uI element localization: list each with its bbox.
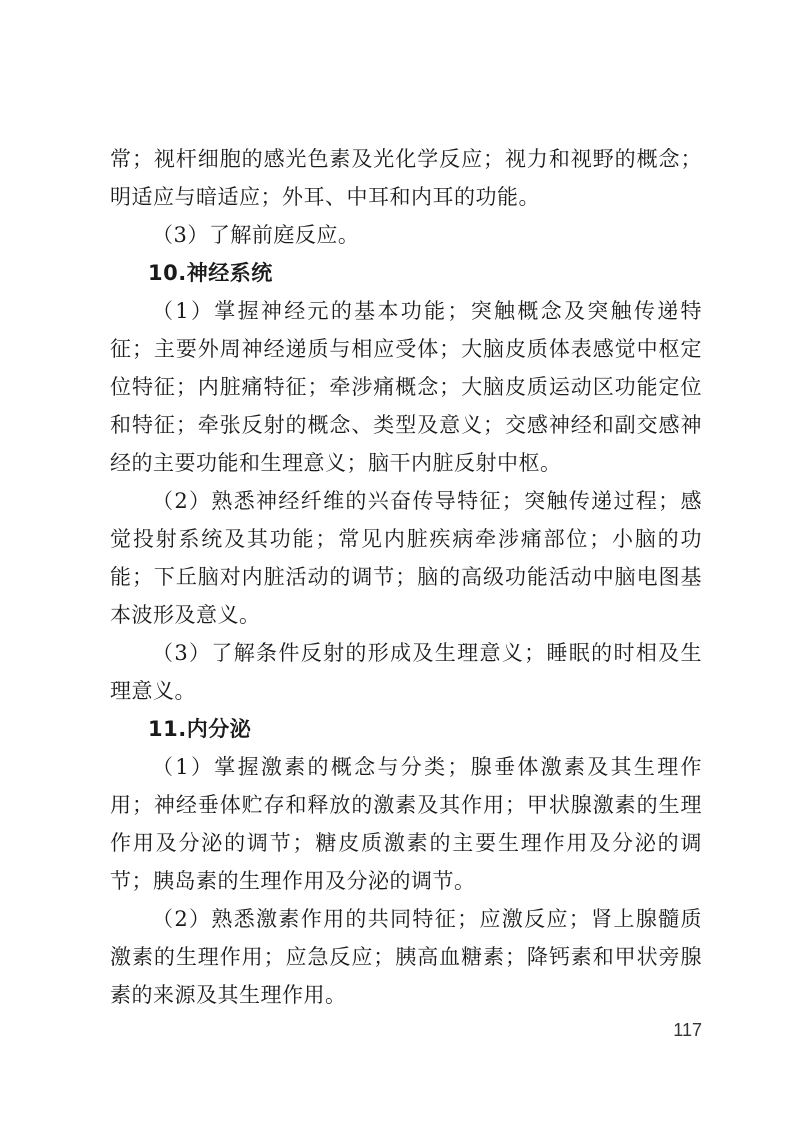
section-heading-10: 10.神经系统: [148, 261, 273, 285]
paragraph-11-2: （2）熟悉激素作用的共同特征；应激反应；肾上腺髓质激素的生理作用；应急反应；胰高血糖素；降钙素和甲状旁腺素的来源及其生理作用。: [110, 907, 702, 1007]
paragraph-9-3: （3）了解前庭反应。: [152, 223, 360, 247]
section-heading-11: 11.内分泌: [148, 717, 252, 741]
body-text: [110, 140, 702, 1014]
paragraph-continuation: 常；视杆细胞的感光色素及光化学反应；视力和视野的概念；明适应与暗适应；外耳、中耳和内耳的功能。: [110, 147, 702, 209]
page-number: 117: [673, 1020, 702, 1040]
paragraph-10-3: （3）了解条件反射的形成及生理意义；睡眠的时相及生理意义。: [110, 641, 702, 703]
paragraph-10-1: （1）掌握神经元的基本功能；突触概念及突触传递特征；主要外周神经递质与相应受体；大脑皮质体表感觉中枢定位特征；内脏痛特征；牵涉痛概念；大脑皮质运动区功能定位和特征；牵张反射的概念、类型及意义；交感神经和副交感神经的主要功能和生理意义；脑干内脏反射中枢。: [110, 299, 702, 475]
paragraph-11-1: （1）掌握激素的概念与分类；腺垂体激素及其生理作用；神经垂体贮存和释放的激素及其作用；甲状腺激素的生理作用及分泌的调节；糖皮质激素的主要生理作用及分泌的调节；胰岛素的生理作用及分泌的调节。: [110, 755, 702, 893]
paragraph-10-2: （2）熟悉神经纤维的兴奋传导特征；突触传递过程；感觉投射系统及其功能；常见内脏疾病牵涉痛部位；小脑的功能；下丘脑对内脏活动的调节；脑的高级功能活动中脑电图基本波形及意义。: [110, 489, 702, 627]
